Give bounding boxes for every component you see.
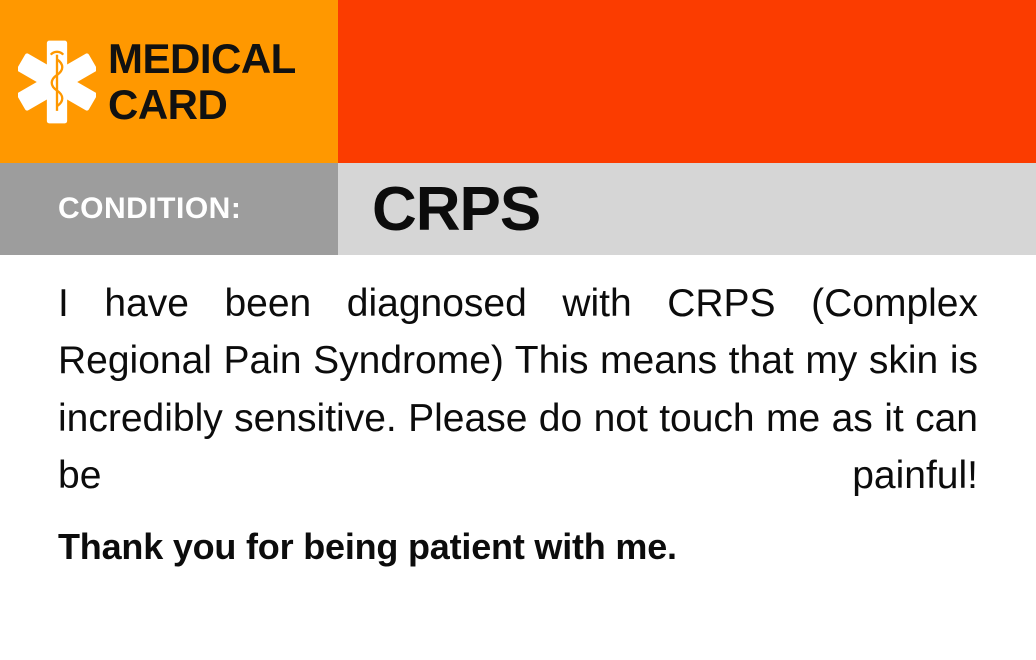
condition-label-box	[0, 163, 338, 255]
condition-band	[0, 163, 1036, 255]
thanks-note: Thank you for being patient with me.	[58, 526, 677, 568]
card-header	[0, 0, 1036, 163]
brand-block	[0, 0, 338, 163]
card-body	[0, 255, 1036, 568]
brand-line-2: CARD	[108, 80, 228, 128]
condition-statement: I have been diagnosed with CRPS (Complex Regional Pain Syndrome) This means that my skin is incredibly sensitive. Please do not touch me as it can be painful!	[58, 282, 978, 497]
brand-line-1: MEDICAL	[108, 34, 296, 82]
header-accent-bar	[338, 0, 1036, 163]
condition-label: CONDITION:	[58, 192, 242, 225]
star-of-life-icon	[18, 39, 96, 125]
brand-text	[108, 34, 296, 128]
condition-value: CRPS	[372, 174, 541, 244]
condition-value-box	[338, 163, 1036, 255]
